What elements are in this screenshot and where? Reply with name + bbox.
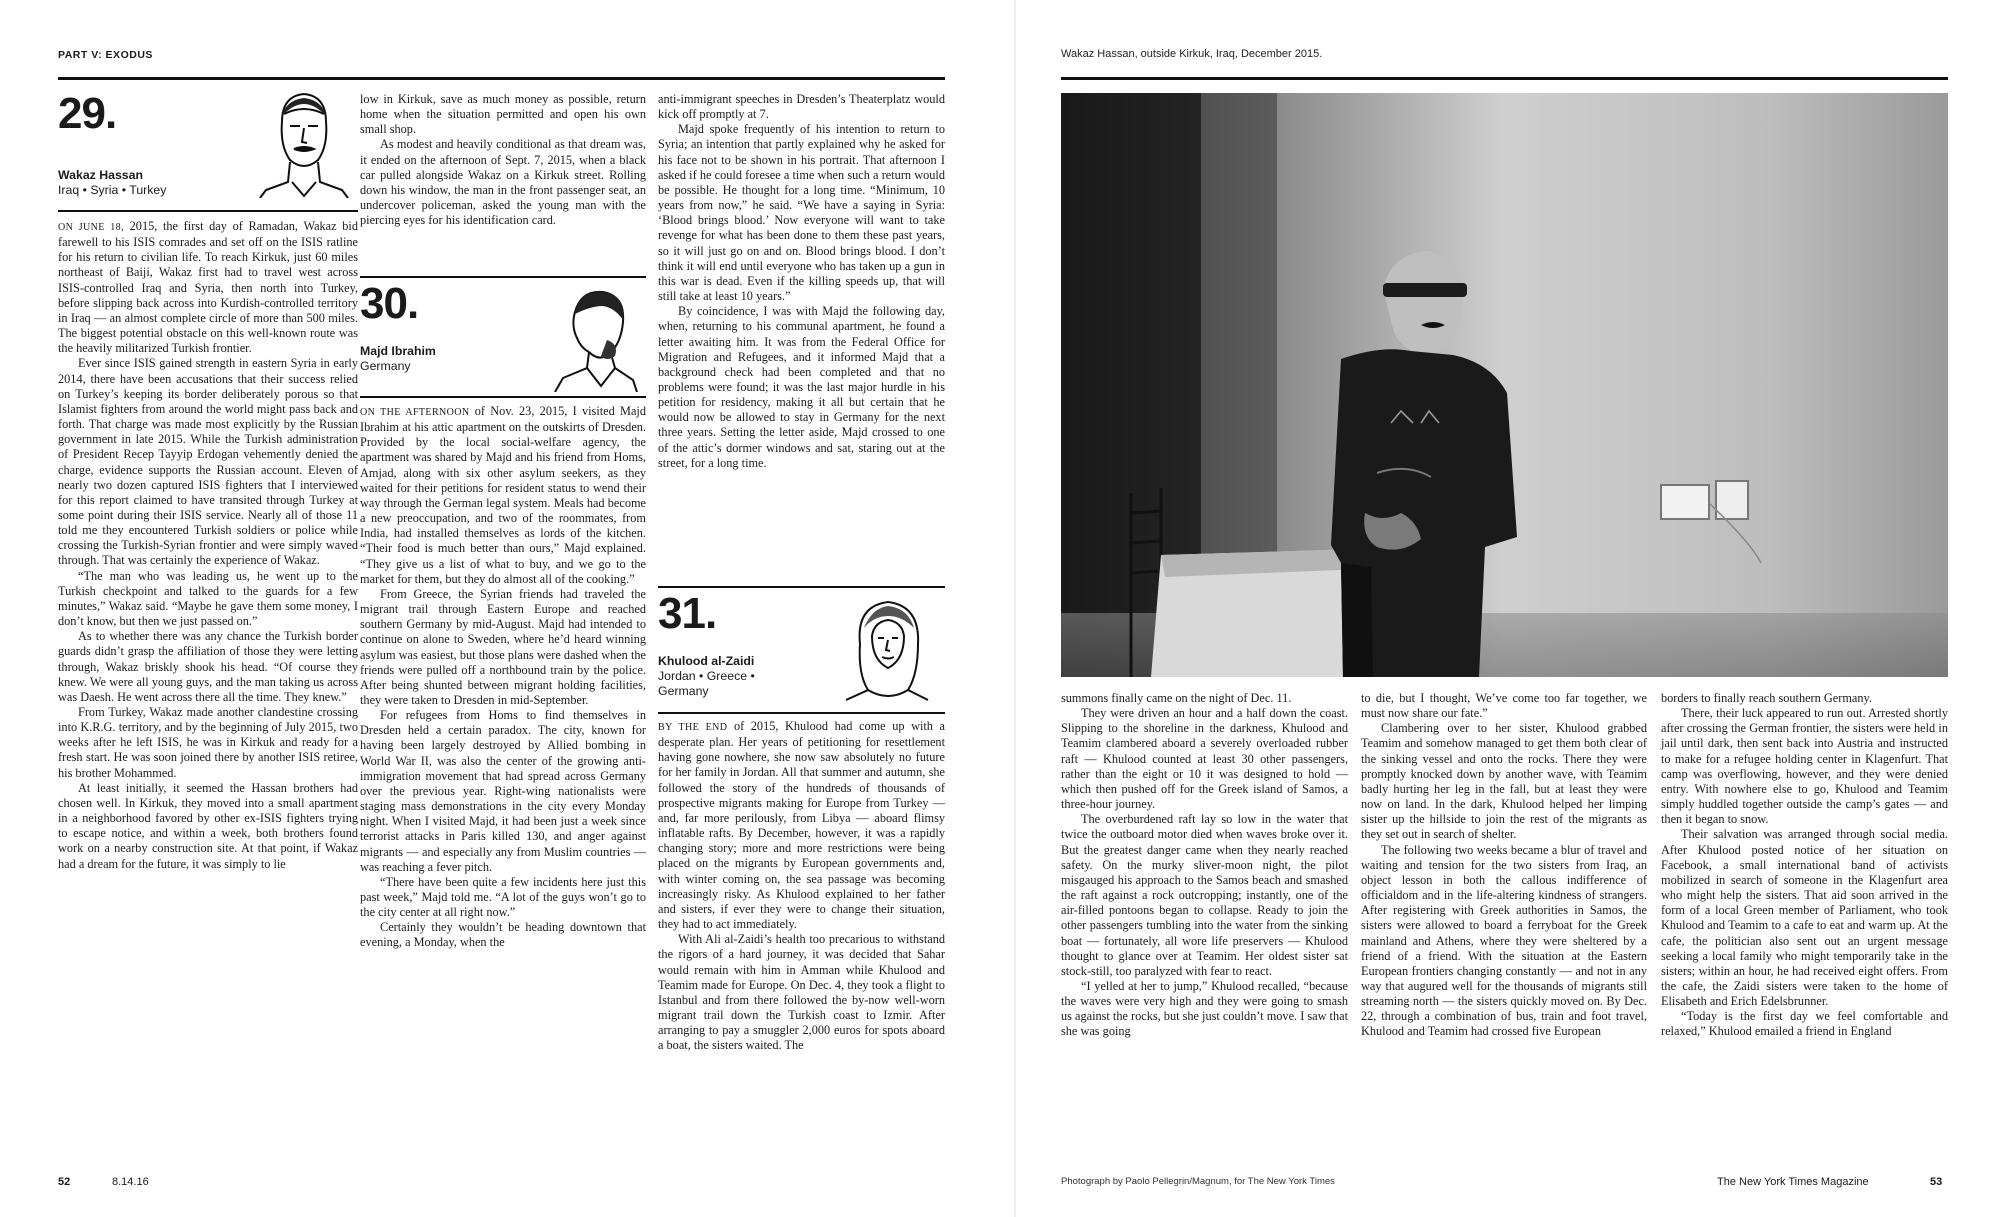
right-column-2 (1361, 691, 1647, 1040)
photo-credit: Photograph by Paolo Pellegrin/Magnum, for The New York Times (1061, 1176, 1335, 1187)
section-rule (360, 276, 646, 278)
paragraph: Majd spoke frequently of his intention to return to Syria; an intention that partly explained why he asked for his face not to be shown in his portrait. That afternoon I asked if he could foresee a time when such a return would be possible. He thought for a long time. “Minimum, 10 years from now,” he said. “We have a saying in Syria: ‘Blood brings blood.’ Now everyone will want to take revenge for what has been done to them these past years, so it will just go on and on. Blood brings blood. I don’t think it will end until everyone who has taken up a gun in this war is dead. Even if the killing speeds up, that will still take at least 10 years.” (658, 122, 945, 304)
paragraph: Clambering over to her sister, Khulood grabbed Teamim and somehow managed to get them both clear of the sinking vessel and onto the rocks. There they were promptly knocked down by another wave, with Teamim badly hurting her leg in the fall, but at least they were now on land. In the dark, Khulood helped her limping sister up the hillside to join the rest of the migrants as they set out in search of shelter. (1361, 721, 1647, 842)
person-name: Majd Ibrahim (360, 344, 436, 358)
person-name: Wakaz Hassan (58, 168, 143, 182)
left-column-1 (58, 219, 358, 872)
paragraph: to die, but I thought, We’ve come too far together, we must now share our fate.” (1361, 691, 1647, 721)
photo-caption: Wakaz Hassan, outside Kirkuk, Iraq, December 2015. (1061, 48, 1323, 60)
section-number: 29. (58, 89, 117, 138)
left-column-3-bottom (658, 719, 945, 1053)
paragraph: Their salvation was arranged through social media. After Khulood posted notice of her situation on Facebook, a small international band of activists mobilized in search of someone in the Klagenfurt area who might help the sisters. That aid soon arrived in the form of a local Green member of Parliament, who took Khulood and Teamim to a cafe to eat and warm up. At the cafe, the politician also sent out an urgent message seeking a local family who might temporarily take in the sisters; within an hour, he had received eight offers. From the cafe, the Zaidi sisters were taken to the home of Elisabeth and Erich Edelsbrunner. (1661, 827, 1948, 1009)
running-head: PART V: EXODUS (58, 49, 153, 61)
section-rule (658, 586, 945, 588)
paragraph: BY THE END of 2015, Khulood had come up with a desperate plan. Her years of petitioning for resettlement having gone nowhere, she now saw absolutely no future for her family in Jordan. All that summer and autumn, she followed the story of the hundreds of thousands of prospective migrants making for Europe from Turkey — and, far more perilously, from Libya — aboard flimsy inflatable rafts. By December, however, it was a rapidly changing story; more and more restrictions were being placed on the migrants by European governments and, with winter coming on, the sea passage was becoming increasingly risky. As Khulood explained to her father and sisters, if ever they were to change their situation, they had to act immediately. (658, 719, 945, 932)
paragraph: As to whether there was any chance the Turkish border guards didn’t grasp the affiliation of those they were letting through, Wakaz briskly shook his head. “Of course they knew. We were all young guys, and the man taking us across was Daesh. He went across there all the time. They knew.” (58, 629, 358, 704)
left-column-3-top (658, 92, 945, 471)
page-gutter (1014, 0, 1016, 1217)
person-route: Iraq • Syria • Turkey (58, 183, 167, 197)
paragraph: “I yelled at her to jump,” Khulood recalled, “because the waves were very high and they were going to smash us against the rocks, but she just couldn’t move. I saw that she was going (1061, 978, 1348, 1039)
paragraph: ON THE AFTERNOON of Nov. 23, 2015, I visited Majd Ibrahim at his attic apartment on the outskirts of Dresden. Provided by the local social-welfare agency, the apartment was shared by Majd and his friend from Homs, Amjad, along with six other asylum seekers, as they waited for their petitions for resident status to wend their way through the German legal system. Meals had become a new preoccupation, and two of the roommates, from India, had installed themselves as lords of the kitchen. “Their food is much better than ours,” Majd explained. “They give us a list of what to buy, and we go to the market for them, but they do almost all of the cooking.” (360, 404, 646, 586)
person-route: Germany (360, 359, 411, 373)
khulood-al-zaidi-portrait-icon (838, 594, 938, 702)
right-column-3 (1661, 691, 1948, 1040)
majd-ibrahim-portrait-icon (545, 282, 641, 392)
paragraph: Certainly they wouldn’t be heading downtown that evening, a Monday, when the (360, 920, 646, 950)
paragraph: At least initially, it seemed the Hassan brothers had chosen well. In Kirkuk, they moved into a small apartment in a neighborhood favored by other ex-ISIS fighters trying to escape notice, and within a week, both brothers found work on a nearby construction site. At that point, if Wakaz had a dream for the future, it was simply to lie (58, 780, 358, 871)
paragraph: For refugees from Homs to find themselves in Dresden held a certain paradox. The city, known for having been largely destroyed by Allied bombing in World War II, was also the center of the growing anti-immigration movement that had spread across Germany over the previous year. Right-wing nationalists were staging mass demonstrations in the city every Monday night. When I visited Majd, it had been just a week since terrorist attacks in Paris killed 130, and anger against migrants — and especially any from Muslim countries — was reaching a fever pitch. (360, 708, 646, 874)
paragraph: “There have been quite a few incidents here just this past week,” Majd told me. “A lot of the guys won’t go to the city center at all right now.” (360, 874, 646, 920)
paragraph: With Ali al-Zaidi’s health too precarious to withstand the rigors of a hard journey, it was decided that Sahar would remain with him in Amman while Khulood and Teamim made for Europe. On Dec. 4, they took a flight to Istanbul and from there followed the by-now well-worn migrant trail down the Turkish coast to Izmir. After arranging to pay a smuggler 2,000 euros for spots aboard a boat, the sisters waited. The (658, 932, 945, 1053)
lead-in: ON THE AFTERNOON (360, 407, 470, 418)
left-column-2-bottom (360, 404, 646, 951)
paragraph: Ever since ISIS gained strength in eastern Syria in early 2014, there have been accusations that their success relied on Turkey’s keeping its border deliberately porous so that Islamist fighters from around the world might pass back and forth. That charge was made most explicitly by the Russian government in late 2015. While the Turkish administration of President Recep Tayyip Erdogan vehemently denied the charge, evidence supports the Russian account. Eleven of nearly two dozen captured ISIS fighters that I interviewed for this report claimed to have transited through Turkey at some point during their ISIS service. Nearly all of those 11 told me they encountered Turkish soldiers or police while crossing the Turkish-Syrian frontier and were simply waved through. That was certainly the experience of Wakaz. (58, 356, 358, 568)
section-number: 31. (658, 589, 717, 638)
paragraph: From Turkey, Wakaz made another clandestine crossing into K.R.G. territory, and by the beginning of July 2015, two weeks after he left ISIS, he was in Kirkuk and ready for a fresh start. He was soon joined there by another ISIS retiree, his brother Mohammed. (58, 705, 358, 780)
issue-date: 8.14.16 (112, 1176, 149, 1188)
paragraph: From Greece, the Syrian friends had traveled the migrant trail through Eastern Europe and reached southern Germany by mid-August. Majd had intended to continue on alone to Sweden, where he’d heard winning asylum was easiest, but those plans were dashed when the friends were pulled off a northbound train by the police. After being shunted between migrant holding facilities, they were taken to Dresden in mid-September. (360, 586, 646, 707)
paragraph: “The man who was leading us, he went up to the Turkish checkpoint and talked to the guards for a few minutes,” Wakaz said. “Maybe he gave them some money, I don’t know, but then we just passed on.” (58, 568, 358, 629)
paragraph: ON JUNE 18, 2015, the first day of Ramadan, Wakaz bid farewell to his ISIS comrades and set off on the ISIS ratline for his return to civilian life. To reach Kirkuk, just 60 miles northeast of Baiji, Wakaz first had to travel west across ISIS-controlled Iraq and Syria, then north into Turkey, before slipping back across into Kurdish-controlled territory in Iraq — an almost complete circle of more than 500 miles. The biggest potential obstacle on this well-known route was the heavily militarized Turkish frontier. (58, 219, 358, 356)
left-column-2-top (360, 92, 646, 228)
person-route: Germany (658, 684, 709, 698)
lead-in: ON JUNE 18, (58, 222, 124, 233)
person-name: Khulood al-Zaidi (658, 654, 755, 668)
right-column-1 (1061, 691, 1348, 1040)
publication-name: The New York Times Magazine (1717, 1176, 1869, 1188)
section-rule (58, 210, 358, 212)
section-rule (360, 396, 646, 398)
person-route: Jordan • Greece • (658, 669, 755, 683)
page-number-left: 52 (58, 1176, 71, 1188)
paragraph: borders to finally reach southern Germany. (1661, 691, 1872, 705)
paragraph: There, their luck appeared to run out. Arrested shortly after crossing the German frontier, the sisters were held in jail until dark, then sent back into Austria and instructed to make for a refugee holding center in Klagenfurt. That camp was overflowing, however, and they were denied entry. With nowhere else to go, Khulood and Teamim simply huddled together outside the camp’s gates — and then it began to snow. (1661, 706, 1948, 827)
top-rule (58, 77, 945, 80)
section-rule (658, 712, 945, 714)
paragraph: By coincidence, I was with Majd the following day, when, returning to his communal apartment, he found a letter awaiting him. It was from the Federal Office for Migration and Refugees, and it informed Majd that a background check had been completed and that no problems were found; it was the last major hurdle in his petition for residency, making it all but certain that he would now be allowed to stay in Germany for the next three years. Setting the letter aside, Majd crossed to one of the attic’s dormer windows and sat, staring out at the street, for a long time. (658, 304, 945, 470)
paragraph: anti-immigrant speeches in Dresden’s Theaterplatz would kick off promptly at 7. (658, 92, 945, 122)
lead-in: BY THE END (658, 722, 728, 733)
page-number-right: 53 (1930, 1176, 1943, 1188)
paragraph: As modest and heavily conditional as that dream was, it ended on the afternoon of Sept. 7, 2015, when a black car pulled alongside Wakaz on a Kirkuk street. Rolling down his window, the man in the front passenger seat, an undercover policeman, asked the young man with the piercing eyes for his identification card. (360, 137, 646, 228)
section-number: 30. (360, 279, 419, 328)
wakaz-hassan-portrait-icon (256, 86, 352, 198)
paragraph: summons finally came on the night of Dec. 11. (1061, 691, 1292, 705)
paragraph: low in Kirkuk, save as much money as possible, return home when the situation permitted and open his own small shop. (360, 92, 646, 137)
paragraph: “Today is the first day we feel comfortable and relaxed,” Khulood emailed a friend in England (1661, 1009, 1948, 1039)
blindfolded-man-photo (1061, 93, 1948, 677)
paragraph: The overburdened raft lay so low in the water that twice the outboard motor died when waves broke over it. But the greatest danger came when they nearly reached safety. On the murky sliver-moon night, the pilot misgauged his approach to the Samos beach and smashed the raft against a rock outcropping; instantly, one of the air-filled pontoons began to collapse. Ready to join the other passengers tumbling into the water from the sinking boat — fortunately, all wore life preservers — Khulood thought to glance over at Teamim. Her oldest sister sat stock-still, too paralyzed with fear to react. (1061, 812, 1348, 978)
paragraph: They were driven an hour and a half down the coast. Slipping to the shoreline in the darkness, Khulood and Teamim clambered aboard a severely overloaded rubber raft — Khulood counted at least 30 other passengers, rather than the eight or 10 it was designed to hold — which then pushed off for the Greek island of Samos, a three-hour journey. (1061, 706, 1348, 812)
top-rule (1061, 77, 1948, 80)
paragraph: The following two weeks became a blur of travel and waiting and tension for the two sisters from Iraq, an object lesson in both the callous indifference of officialdom and in the life-altering kindness of strangers. After registering with Greek authorities in Samos, the sisters were allowed to board a ferryboat for the Greek mainland and Athens, where they were sheltered by a friend of a friend. With the situation at the Eastern European frontiers changing constantly — and not in any way that augured well for the thousands of migrants still streaming north — the sisters quickly moved on. By Dec. 22, through a combination of bus, train and foot travel, Khulood and Teamim had crossed five European (1361, 842, 1647, 1039)
